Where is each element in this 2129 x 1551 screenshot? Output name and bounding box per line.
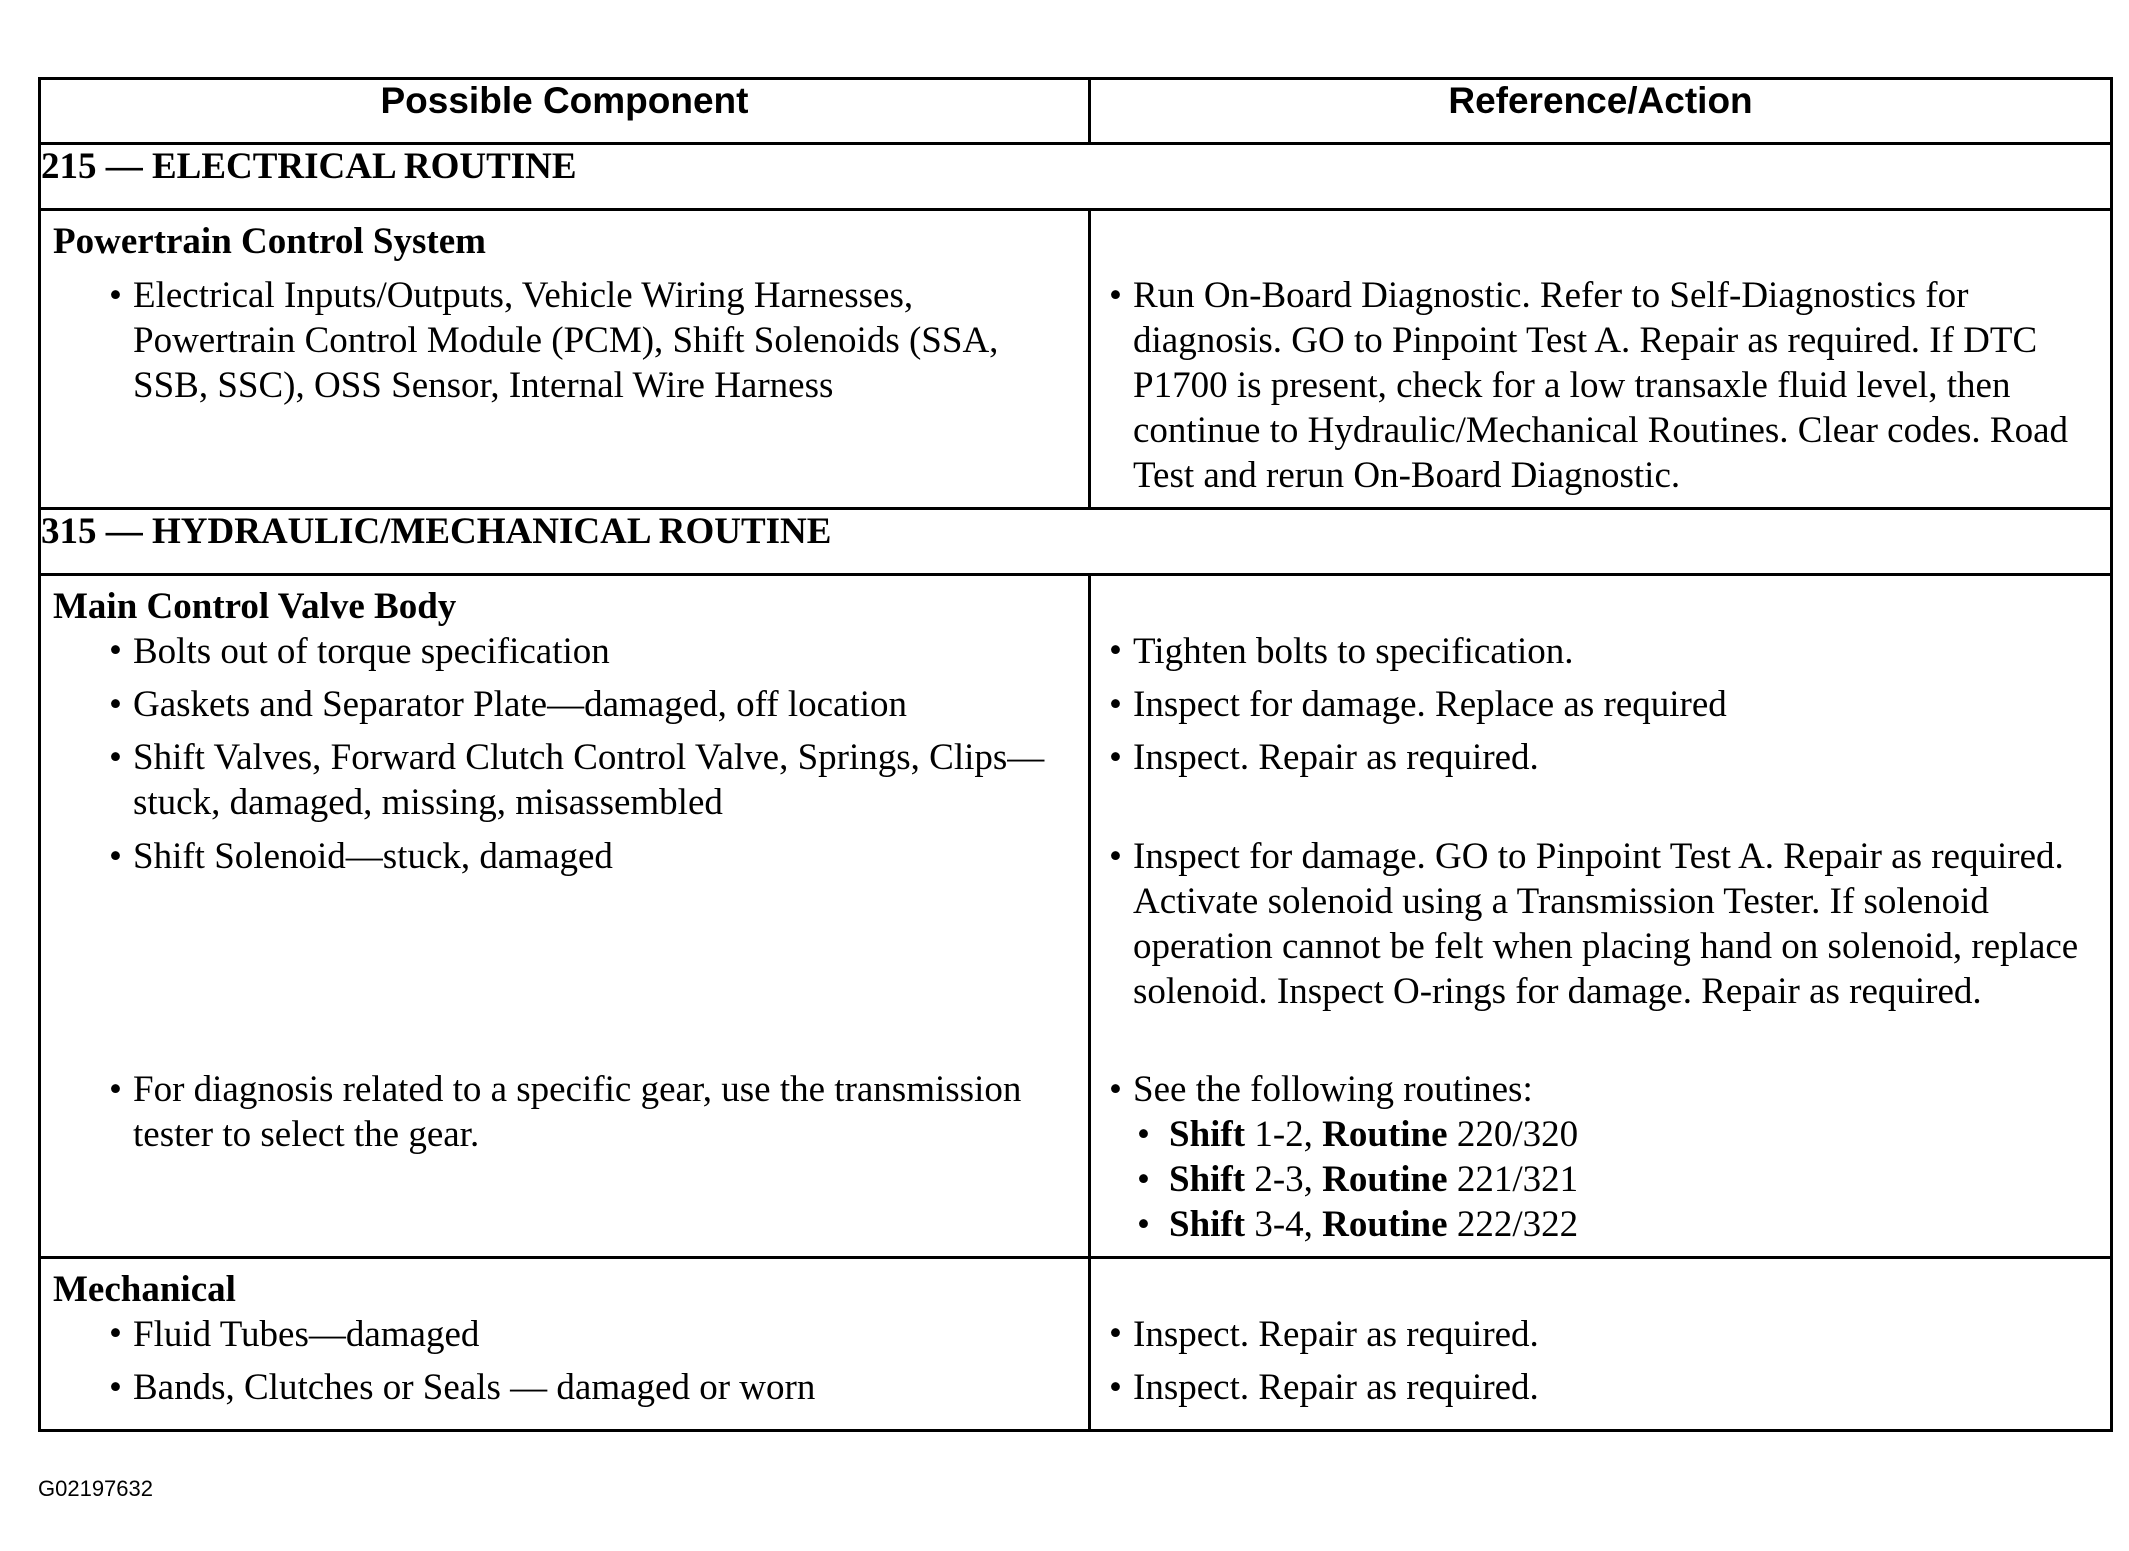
component-item: • Shift Valves, Forward Clutch Control Valve, Springs, Clips—stuck, damaged, missing, misassembled	[41, 735, 1088, 834]
routine-value: 220/320	[1456, 1114, 1579, 1155]
action-cell	[1090, 1258, 2112, 1431]
section-row	[40, 509, 2112, 575]
shift-value: 3-4,	[1254, 1204, 1313, 1245]
routine-value: 222/322	[1456, 1204, 1579, 1245]
group-title-powertrain: Powertrain Control System	[53, 221, 486, 262]
component-item: • Gaskets and Separator Plate—damaged, off location	[41, 682, 1088, 735]
action-item: • See the following routines:	[1091, 1067, 2110, 1112]
header-row	[40, 79, 2112, 144]
group-row	[40, 210, 2112, 509]
shift-value: 1-2,	[1254, 1114, 1313, 1155]
component-item: • Shift Solenoid—stuck, damaged	[41, 834, 1088, 1067]
shift-word: Shift	[1169, 1204, 1246, 1245]
routine-word: Routine	[1322, 1114, 1448, 1155]
component-item: • Bands, Clutches or Seals — damaged or worn	[41, 1365, 1088, 1410]
action-item: • Inspect for damage. GO to Pinpoint Test A. Repair as required. Activate solenoid using a Transmission Tester. If solenoid operation cannot be felt when placing hand on solenoid, replace solenoid. Inspect O-rings for damage. Repair as required.	[1091, 834, 2110, 1067]
action-item: • Inspect. Repair as required.	[1091, 1365, 2110, 1410]
component-cell	[40, 575, 1090, 1258]
routine-item	[1091, 1157, 2110, 1202]
component-item: • Electrical Inputs/Outputs, Vehicle Wiring Harnesses, Powertrain Control Module (PCM), Shift Solenoids (SSA, SSB, SSC), OSS Sensor, Internal Wire Harness	[41, 273, 1088, 408]
section-title-electrical: 215 — ELECTRICAL ROUTINE	[40, 144, 2112, 210]
group-row	[40, 575, 2112, 1258]
group-row	[40, 1258, 2112, 1431]
header-reference-action: Reference/Action	[1090, 79, 2112, 144]
routine-word: Routine	[1322, 1204, 1448, 1245]
header-possible-component: Possible Component	[40, 79, 1090, 144]
routine-value: 221/321	[1456, 1159, 1579, 1200]
component-cell	[40, 210, 1090, 509]
action-item: • Inspect for damage. Replace as required	[1091, 682, 2110, 735]
figure-id: G02197632	[38, 1476, 153, 1501]
component-item: • Bolts out of torque specification	[41, 628, 1088, 682]
component-item: • Fluid Tubes—damaged	[41, 1311, 1088, 1365]
action-item: • Inspect. Repair as required.	[1091, 735, 2110, 834]
shift-value: 2-3,	[1254, 1159, 1313, 1200]
shift-word: Shift	[1169, 1114, 1246, 1155]
component-item: • For diagnosis related to a specific gear, use the transmission tester to select the gear.	[41, 1067, 1088, 1157]
routine-item	[1091, 1202, 2110, 1247]
action-item: • Run On-Board Diagnostic. Refer to Self-Diagnostics for diagnosis. GO to Pinpoint Test A. Repair as required. If DTC P1700 is present, check for a low transaxle fluid level, then continue to Hydraulic/Mechanical Routines. Clear codes. Road Test and rerun On-Board Diagnostic.	[1091, 273, 2110, 498]
component-cell	[40, 1258, 1090, 1431]
group-title-mechanical: Mechanical	[53, 1269, 236, 1310]
routine-word: Routine	[1322, 1159, 1448, 1200]
action-item: • Tighten bolts to specification.	[1091, 628, 2110, 682]
action-cell	[1090, 210, 2112, 509]
section-title-hydraulic: 315 — HYDRAULIC/MECHANICAL ROUTINE	[40, 509, 2112, 575]
action-cell	[1090, 575, 2112, 1258]
group-title-valve-body: Main Control Valve Body	[53, 586, 457, 627]
shift-word: Shift	[1169, 1159, 1246, 1200]
routine-item	[1091, 1112, 2110, 1157]
action-item: • Inspect. Repair as required.	[1091, 1311, 2110, 1365]
diagnosis-table	[38, 77, 2113, 1432]
section-row	[40, 144, 2112, 210]
